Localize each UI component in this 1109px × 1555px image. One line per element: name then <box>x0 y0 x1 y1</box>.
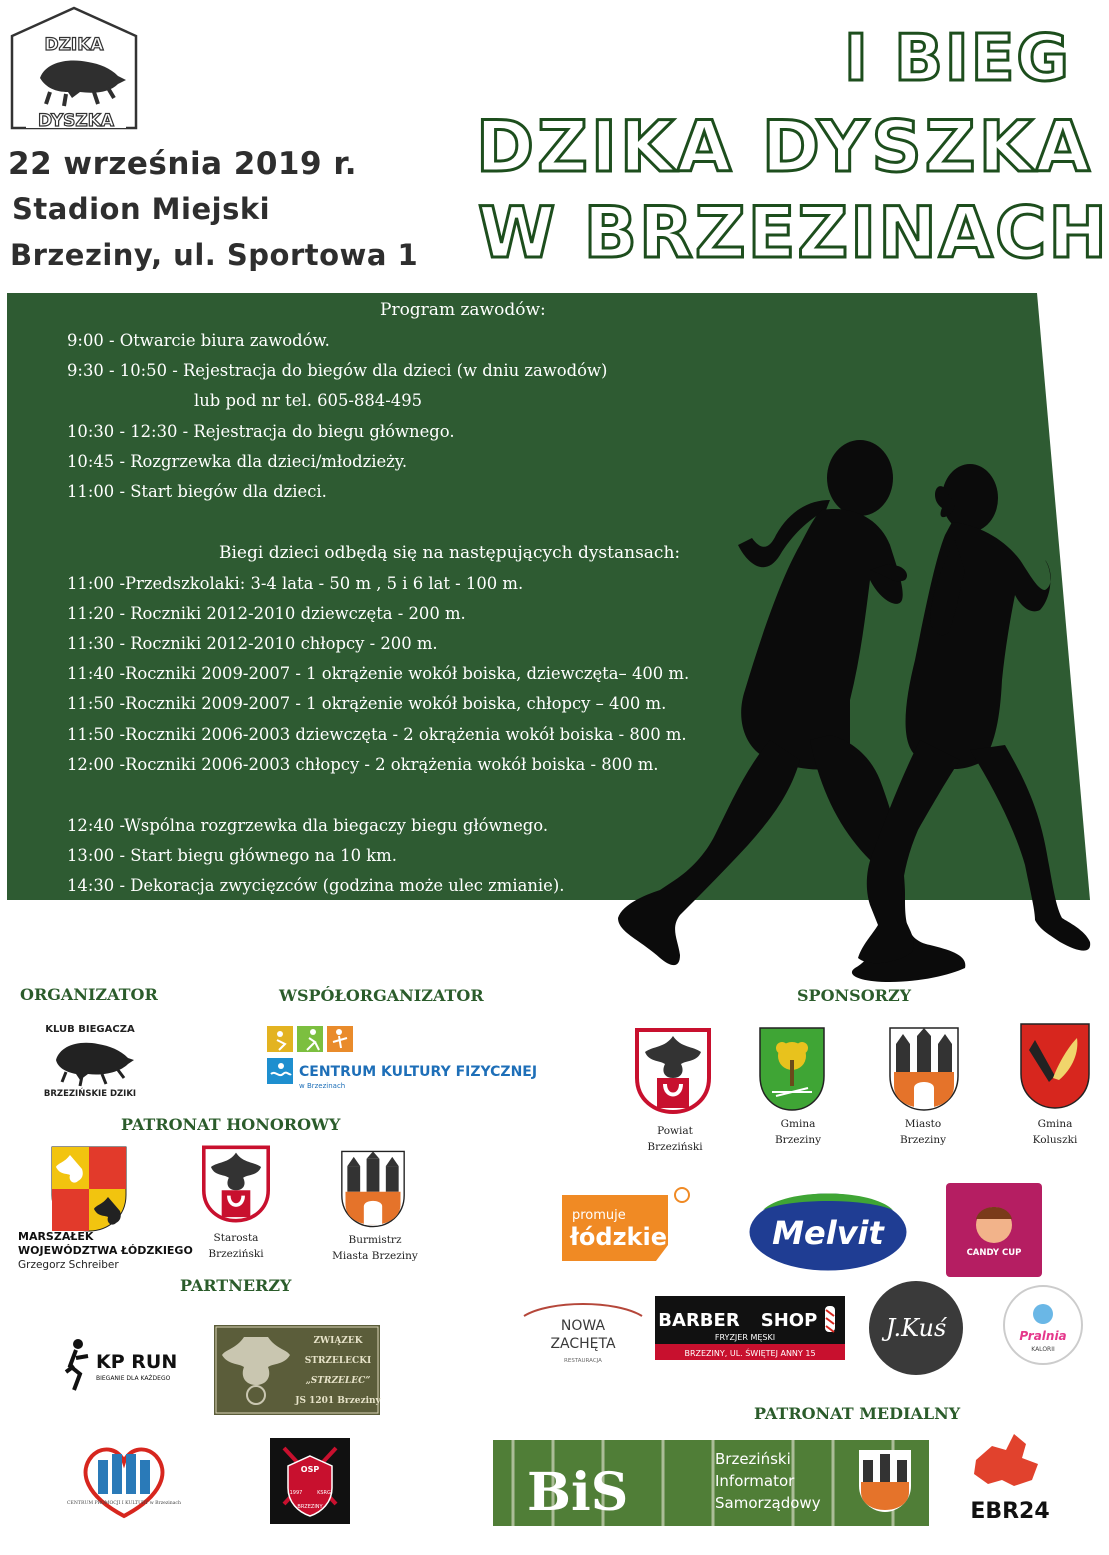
distances-heading: Biegi dzieci odbędą się na następujących dystansach: <box>219 543 681 563</box>
program-item: 10:30 - 12:30 - Rejestracja do biegu głównego. <box>67 422 455 441</box>
svg-text:CANDY CUP: CANDY CUP <box>966 1248 1022 1258</box>
program-item: 10:45 - Rozgrzewka dla dzieci/młodzieży. <box>67 452 408 471</box>
svg-text:Melvit: Melvit <box>772 1214 884 1252</box>
svg-text:NOWA: NOWA <box>560 1318 606 1334</box>
program-item: 9:30 - 10:50 - Rejestracja do biegów dla dzieci (w dniu zawodów) <box>67 361 608 380</box>
ckf-sub: w Brzezinach <box>299 1082 346 1090</box>
lodzkie-crest-icon <box>50 1145 128 1233</box>
organizer-logo <box>38 1016 142 1100</box>
svg-text:łódzkie: łódzkie <box>570 1223 668 1251</box>
svg-text:„STRZELEC”: „STRZELEC” <box>305 1376 371 1386</box>
sponsor-caption: Powiat Brzeziński <box>647 1125 703 1153</box>
program-item: 9:00 - Otwarcie biura zawodów. <box>67 331 330 350</box>
svg-text:KALORII: KALORII <box>1031 1346 1055 1353</box>
event-address: Brzeziny, ul. Sportowa 1 <box>10 238 419 272</box>
nowa-zacheta-logo <box>520 1300 646 1366</box>
jkus-logo <box>868 1280 964 1376</box>
svg-text:ZWIĄZEK: ZWIĄZEK <box>313 1336 363 1346</box>
strzelec-logo <box>214 1325 380 1415</box>
distance-item: 11:40 -Roczniki 2009-2007 - 1 okrążenie wokół boiska, dziewczęta– 400 m. <box>67 664 690 683</box>
main-item: 13:00 - Start biegu głównego na 10 km. <box>67 846 397 865</box>
section-honorary: PATRONAT HONOROWY <box>121 1115 341 1134</box>
section-sponsors: SPONSORZY <box>797 986 912 1005</box>
gmina-koluszki-crest-icon <box>1019 1022 1091 1110</box>
main-item: 14:30 - Dekoracja zwycięzców (godzina może ulec zmianie). <box>67 876 565 895</box>
barber-shop-logo <box>655 1296 845 1360</box>
logo-bottom-text: DYSZKA <box>37 111 115 131</box>
svg-text:promuje: promuje <box>572 1208 626 1223</box>
svg-text:BIEGANIE DLA KAŻDEGO: BIEGANIE DLA KAŻDEGO <box>96 1375 171 1382</box>
svg-text:KP RUN: KP RUN <box>96 1351 178 1373</box>
gmina-brzeziny-crest-icon <box>758 1026 826 1112</box>
organizer-top: KLUB BIEGACZA <box>45 1024 135 1035</box>
svg-text:Informator: Informator <box>715 1472 795 1490</box>
bis-logo <box>493 1440 929 1526</box>
powiat-crest-icon <box>635 1028 711 1114</box>
program-heading: Program zawodów: <box>380 300 546 320</box>
pralnia-kalorii-logo <box>1002 1284 1084 1366</box>
section-organizer: ORGANIZATOR <box>20 985 158 1004</box>
event-date: 22 września 2019 r. <box>8 146 358 182</box>
candy-cup-logo <box>946 1183 1042 1277</box>
section-partners: PARTNERZY <box>180 1276 292 1295</box>
svg-text:FRYZJER MĘSKI: FRYZJER MĘSKI <box>714 1333 776 1342</box>
svg-text:ZACHĘTA: ZACHĘTA <box>550 1336 616 1352</box>
title-line-3: W BRZEZINACH <box>478 192 1109 274</box>
program-item: lub pod nr tel. 605-884-495 <box>194 391 423 410</box>
sponsor-caption: Gmina Brzeziny <box>774 1118 822 1146</box>
distance-item: 11:00 -Przedszkolaki: 3-4 lata - 50 m , 5 i 6 lat - 100 m. <box>67 574 524 593</box>
kp-run-logo <box>64 1336 178 1392</box>
distance-item: 12:00 -Roczniki 2006-2003 chłopcy - 2 okrążenia wokół boiska - 800 m. <box>67 755 659 774</box>
svg-text:RESTAURACJA: RESTAURACJA <box>564 1358 602 1364</box>
svg-text:Pralnia: Pralnia <box>1019 1329 1067 1343</box>
svg-text:EBR24: EBR24 <box>970 1499 1050 1524</box>
event-venue: Stadion Miejski <box>12 192 271 226</box>
promuje-lodzkie-logo <box>558 1185 696 1265</box>
marszalek-caption: MARSZAŁEK WOJEWÓDZTWA ŁÓDZKIEGO Grzegorz Schreiber <box>18 1230 193 1271</box>
melvit-logo <box>745 1180 911 1274</box>
svg-text:Brzeziński: Brzeziński <box>715 1450 791 1468</box>
title-line-1: I BIEG <box>844 22 1071 96</box>
main-item: 12:40 -Wspólna rozgrzewka dla biegaczy biegu głównego. <box>67 816 549 835</box>
svg-text:KSRG: KSRG <box>317 1490 331 1496</box>
organizer-bottom: BRZEZIŃSKIE DZIKI <box>43 1089 137 1099</box>
svg-text:OSP: OSP <box>300 1465 320 1474</box>
distance-item: 11:50 -Roczniki 2009-2007 - 1 okrążenie wokół boiska, chłopcy – 400 m. <box>67 694 667 713</box>
section-coorganizer: WSPÓŁORGANIZATOR <box>279 986 484 1005</box>
sponsor-caption: Gmina Koluszki <box>1032 1118 1078 1146</box>
svg-text:1997: 1997 <box>289 1490 303 1496</box>
starosta-crest-icon <box>202 1145 270 1223</box>
svg-text:CENTRUM PROMOCJI I KULTURY w B: CENTRUM PROMOCJI I KULTURY w Brzezinach <box>67 1501 181 1506</box>
title-line-2: DZIKA DYSZKA <box>476 106 1093 188</box>
starosta-caption: Starosta Brzeziński <box>208 1232 264 1260</box>
centrum-promocji-logo <box>67 1436 181 1524</box>
distance-item: 11:30 - Roczniki 2012-2010 chłopcy - 200 m. <box>67 634 438 653</box>
svg-text:JS 1201 Brzeziny: JS 1201 Brzeziny <box>295 1396 381 1406</box>
ebr24-logo <box>962 1430 1058 1524</box>
svg-text:SHOP: SHOP <box>760 1310 818 1331</box>
ckf-name: CENTRUM KULTURY FIZYCZNEJ <box>299 1064 538 1080</box>
section-media: PATRONAT MEDIALNY <box>754 1404 961 1423</box>
burmistrz-caption: Burmistrz Miasta Brzeziny <box>332 1234 418 1262</box>
svg-text:STRZELECKI: STRZELECKI <box>304 1356 372 1366</box>
distance-item: 11:20 - Roczniki 2012-2010 dziewczęta - 200 m. <box>67 604 466 623</box>
svg-text:Samorządowy: Samorządowy <box>715 1494 821 1512</box>
svg-text:BRZEZINY, UL. ŚWIĘTEJ ANNY 15: BRZEZINY, UL. ŚWIĘTEJ ANNY 15 <box>684 1349 816 1358</box>
ckf-logo <box>255 1020 538 1100</box>
program-item: 11:00 - Start biegów dla dzieci. <box>67 482 327 501</box>
miasto-brzeziny-crest-icon <box>888 1026 960 1112</box>
svg-text:BiS: BiS <box>527 1462 629 1523</box>
distance-item: 11:50 -Roczniki 2006-2003 dziewczęta - 2 okrążenia wokół boiska - 800 m. <box>67 725 687 744</box>
osp-logo <box>270 1438 350 1524</box>
sponsor-caption: Miasto Brzeziny <box>899 1118 947 1146</box>
svg-text:BARBER: BARBER <box>658 1310 740 1331</box>
burmistrz-crest-icon <box>340 1148 406 1230</box>
logo-top-text: DZIKA <box>44 35 104 55</box>
svg-text:J.Kuś: J.Kuś <box>885 1314 947 1342</box>
svg-text:BRZEZINY: BRZEZINY <box>297 1504 323 1510</box>
